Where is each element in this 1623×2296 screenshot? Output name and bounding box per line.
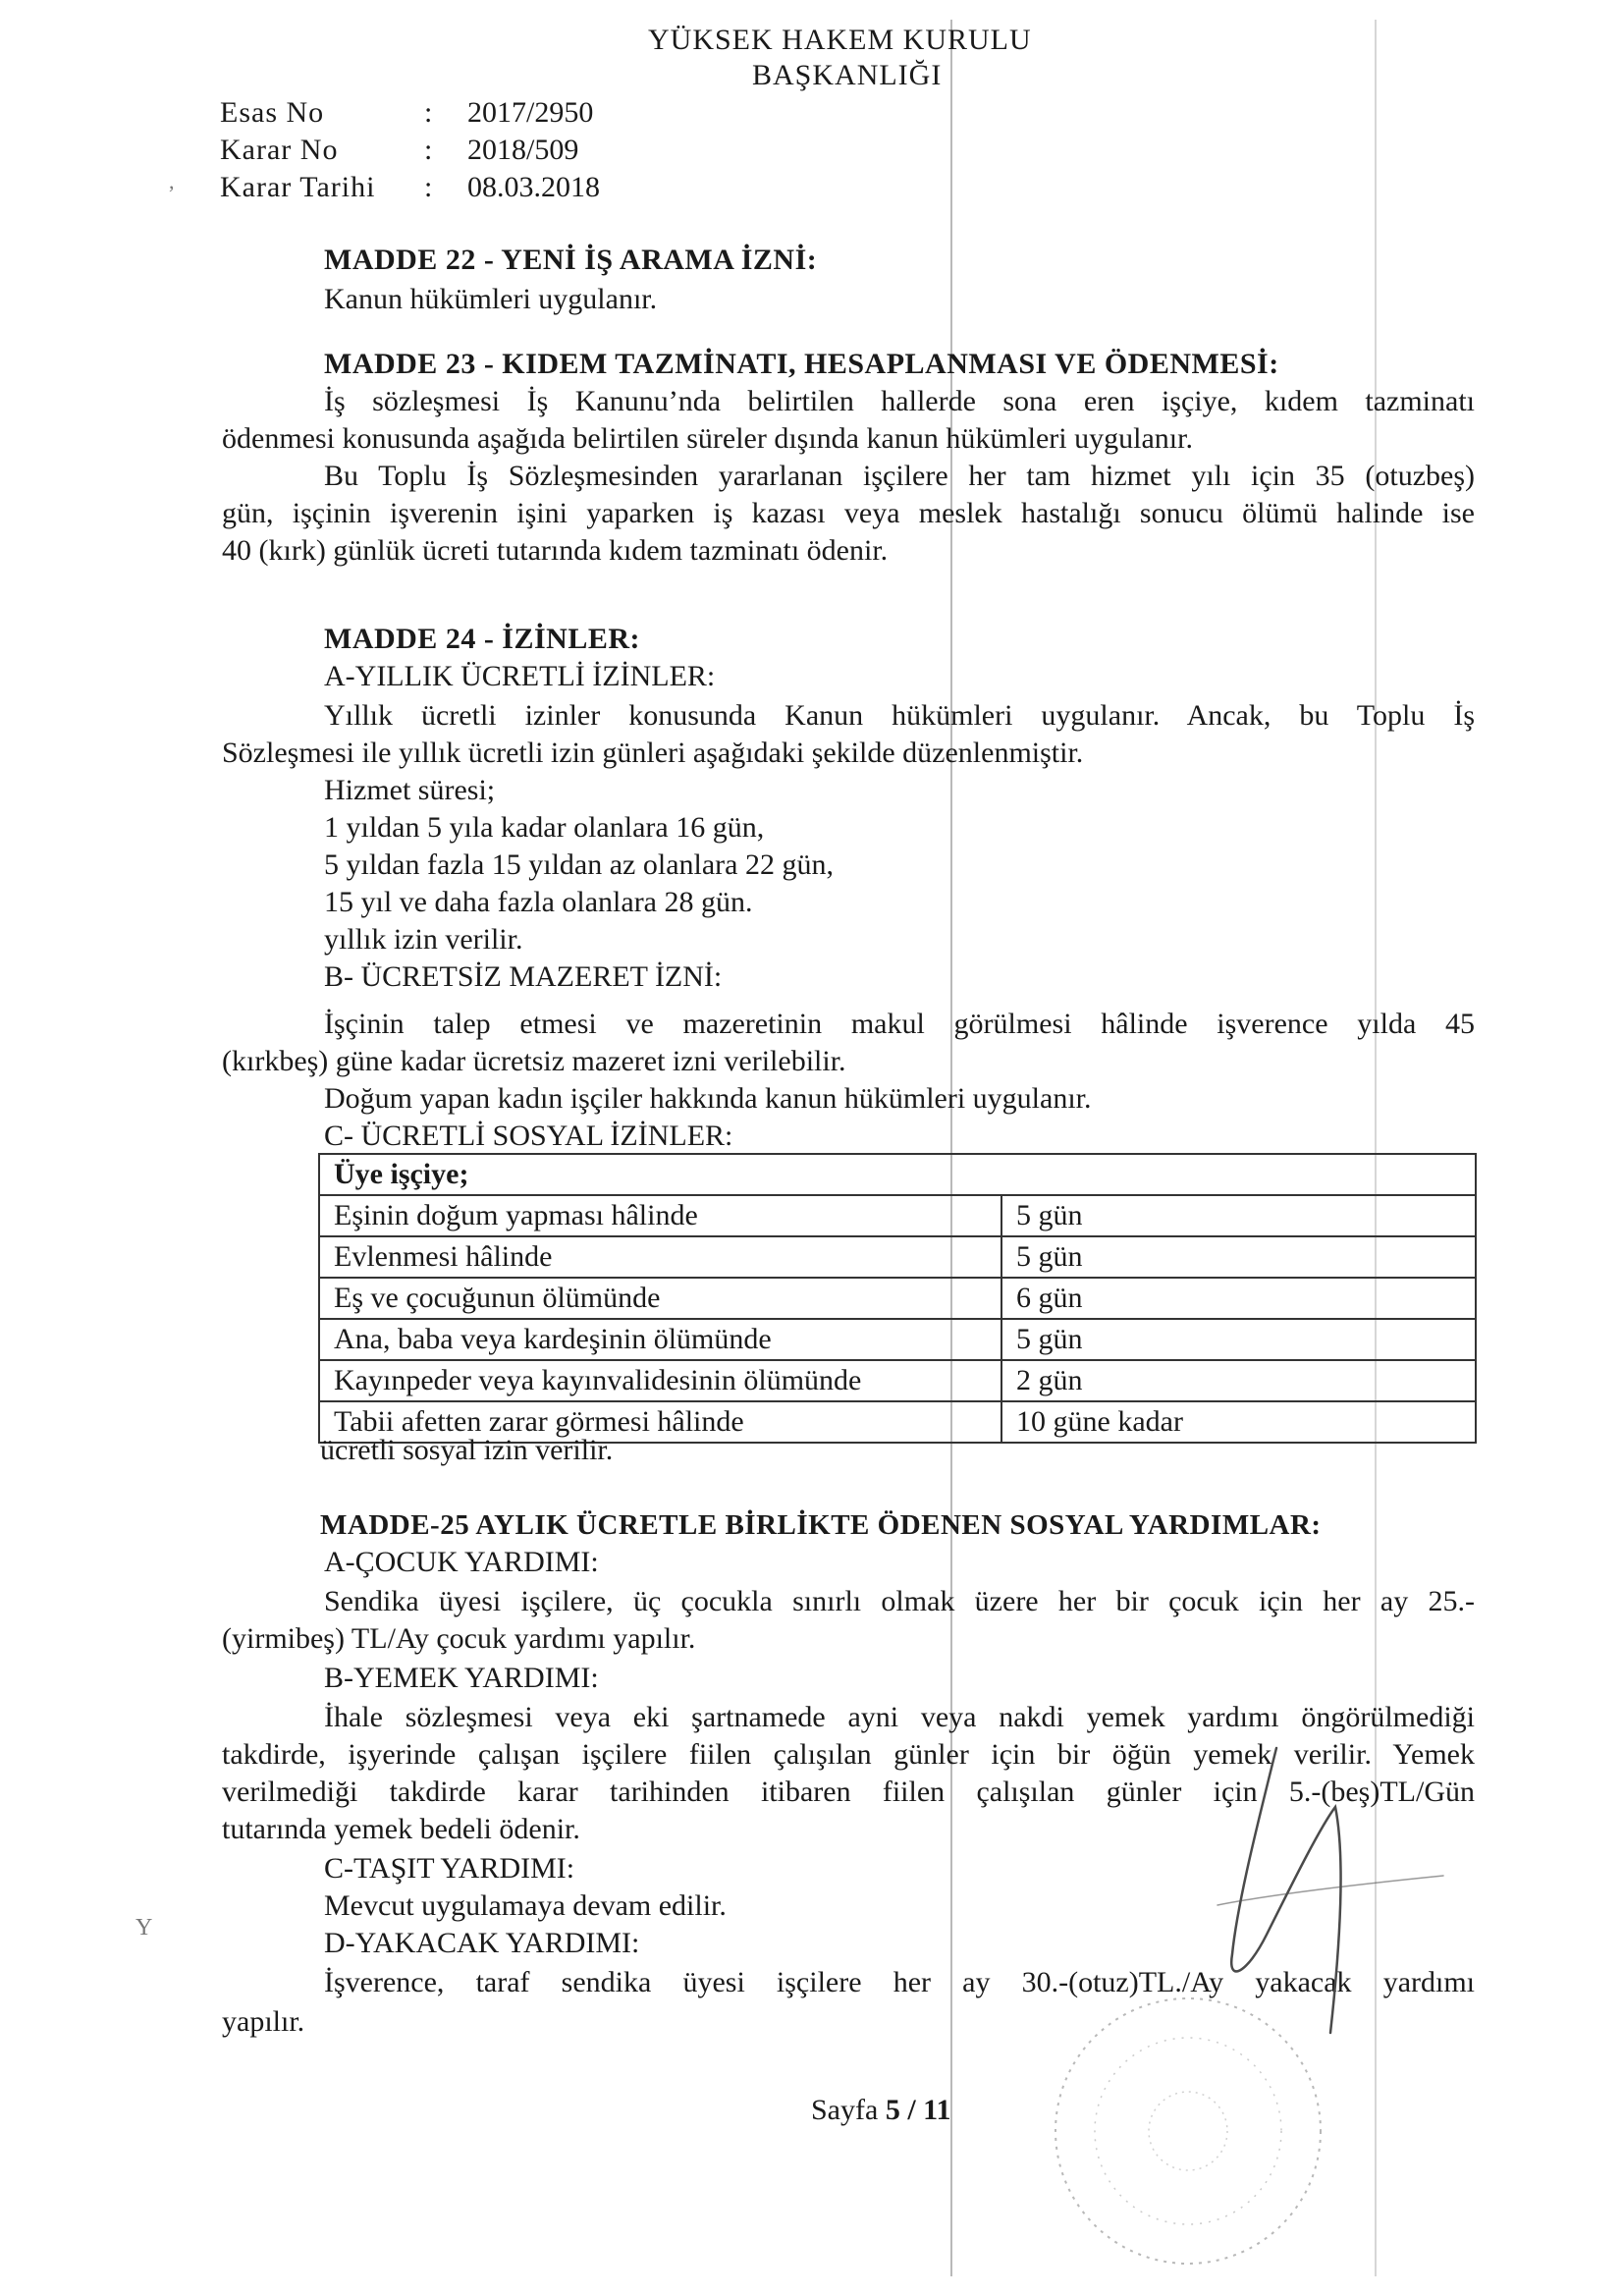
m24-title: MADDE 24 - İZİNLER: — [324, 623, 641, 655]
m25-d-line: İşverence, taraf sendika üyesi işçilere her ay 30.-(otuz)TL./Ay yakacak yardımı — [324, 1966, 1475, 1998]
m25-a-line: Sendika üyesi işçilere, üç çocukla sınırlı olmak üzere her bir çocuk için her ay 25.- — [324, 1585, 1475, 1617]
m24-a-line: Hizmet süresi; — [324, 774, 496, 806]
meta-label: Esas No — [220, 96, 325, 129]
m25-a-title: A-ÇOCUK YARDIMI: — [324, 1546, 599, 1578]
m24-b-title: B- ÜCRETSİZ MAZERET İZNİ: — [324, 960, 723, 993]
m24-a-line: yıllık izin verilir. — [324, 923, 523, 956]
table-cell-days: 5 gün — [1001, 1195, 1476, 1236]
table-row — [319, 1278, 1476, 1319]
m23-line: Bu Toplu İş Sözleşmesinden yararlanan işçilere her tam hizmet yılı için 35 (otuzbeş) — [324, 460, 1475, 492]
table-cell-event: Kayınpeder veya kayınvalidesinin ölümünde — [319, 1360, 1001, 1401]
table-cell-event: Evlenmesi hâlinde — [319, 1236, 1001, 1278]
m25-b-line: takdirde, işyerinde çalışan işçilere fiilen çalışılan günler için bir öğün yemek verilir. Yemek — [222, 1738, 1475, 1771]
table-row — [319, 1195, 1476, 1236]
meta-value: 08.03.2018 — [467, 171, 600, 203]
m25-d-title: D-YAKACAK YARDIMI: — [324, 1927, 640, 1959]
m25-title: MADDE-25 AYLIK ÜCRETLE BİRLİKTE ÖDENEN SOSYAL YARDIMLAR: — [320, 1509, 1322, 1541]
m24-a-line: Yıllık ücretli izinler konusunda Kanun hükümleri uygulanır. Ancak, bu Toplu İş — [324, 699, 1475, 732]
m24-c-title: C- ÜCRETLİ SOSYAL İZİNLER: — [324, 1120, 733, 1152]
m23-line: gün, işçinin işverenin işini yaparken iş kazası veya meslek hastalığı sonucu ölümü halinde ise — [222, 497, 1475, 529]
m25-b-line: tutarında yemek bedeli ödenir. — [222, 1813, 580, 1845]
table-cell-days: 6 gün — [1001, 1278, 1476, 1319]
header-line1: YÜKSEK HAKEM KURULU — [648, 24, 1032, 56]
m23-line: 40 (kırk) günlük ücreti tutarında kıdem tazminatı ödenir. — [222, 534, 889, 567]
page-value: 5 / 11 — [885, 2094, 951, 2126]
stray-dot: , — [169, 169, 175, 193]
meta-value: 2017/2950 — [467, 96, 594, 129]
table-row — [319, 1360, 1476, 1401]
m23-title: MADDE 23 - KIDEM TAZMİNATI, HESAPLANMASI VE ÖDENMESİ: — [324, 348, 1279, 380]
header-line2: BAŞKANLIĞI — [752, 59, 943, 91]
m25-b-line: verilmediği takdirde karar tarihinden itibaren fiilen çalışılan günler için 5.-(beş)TL/Gün — [222, 1776, 1475, 1808]
table-cell-event: Tabii afetten zarar görmesi hâlinde — [319, 1401, 1001, 1443]
m24-a-line: 5 yıldan fazla 15 yıldan az olanlara 22 gün, — [324, 848, 834, 881]
m24-b-line: Doğum yapan kadın işçiler hakkında kanun hükümleri uygulanır. — [324, 1082, 1092, 1115]
table-row — [319, 1236, 1476, 1278]
m24-a-line: 1 yıldan 5 yıla kadar olanlara 16 gün, — [324, 811, 765, 844]
table-row — [319, 1319, 1476, 1360]
m25-c-title: C-TAŞIT YARDIMI: — [324, 1852, 575, 1885]
m25-b-line: İhale sözleşmesi veya eki şartnamede ayni veya nakdi yemek yardımı öngörülmediği — [324, 1701, 1475, 1733]
page-label: Sayfa — [811, 2094, 879, 2126]
m22-title: MADDE 22 - YENİ İŞ ARAMA İZNİ: — [324, 244, 818, 276]
m25-a-line: (yirmibeş) TL/Ay çocuk yardımı yapılır. — [222, 1622, 696, 1655]
stray-mark: Y — [135, 1915, 153, 1941]
page-number — [811, 2092, 951, 2129]
social-leave-table — [318, 1153, 1477, 1444]
meta-label: Karar Tarihi — [220, 171, 376, 203]
table-cell-days: 2 gün — [1001, 1360, 1476, 1401]
table-header-row — [319, 1154, 1476, 1195]
meta-label: Karar No — [220, 134, 339, 166]
m24-b-line: (kırkbeş) güne kadar ücretsiz mazeret izni verilebilir. — [222, 1045, 846, 1077]
m23-line: ödenmesi konusunda aşağıda belirtilen süreler dışında kanun hükümleri uygulanır. — [222, 422, 1193, 455]
m24-a-line: 15 yıl ve daha fazla olanlara 28 gün. — [324, 886, 753, 918]
meta-value: 2018/509 — [467, 134, 579, 166]
table-cell-event: Eş ve çocuğunun ölümünde — [319, 1278, 1001, 1319]
m25-c-line: Mevcut uygulamaya devam edilir. — [324, 1889, 727, 1922]
stamp-seal — [1041, 1984, 1335, 2278]
m23-line: İş sözleşmesi İş Kanunu’nda belirtilen hallerde sona eren işçiye, kıdem tazminatı — [324, 385, 1475, 417]
table-cell-days: 5 gün — [1001, 1319, 1476, 1360]
table-cell-event: Eşinin doğum yapması hâlinde — [319, 1195, 1001, 1236]
table-cell-days: 5 gün — [1001, 1236, 1476, 1278]
m24-c-after: ücretli sosyal izin verilir. — [320, 1434, 614, 1466]
m24-b-line: İşçinin talep etmesi ve mazeretinin makul görülmesi hâlinde işverence yılda 45 — [324, 1008, 1475, 1040]
m24-a-title: A-YILLIK ÜCRETLİ İZİNLER: — [324, 660, 716, 692]
table-cell-days: 10 güne kadar — [1001, 1401, 1476, 1443]
m25-b-title: B-YEMEK YARDIMI: — [324, 1662, 599, 1694]
table-cell-event: Ana, baba veya kardeşinin ölümünde — [319, 1319, 1001, 1360]
m25-d-line: yapılır. — [222, 2005, 305, 2038]
m24-a-line: Sözleşmesi ile yıllık ücretli izin günleri aşağıdaki şekilde düzenlenmiştir. — [222, 737, 1084, 769]
m22-text: Kanun hükümleri uygulanır. — [324, 283, 658, 315]
table-header: Üye işçiye; — [319, 1154, 1476, 1195]
